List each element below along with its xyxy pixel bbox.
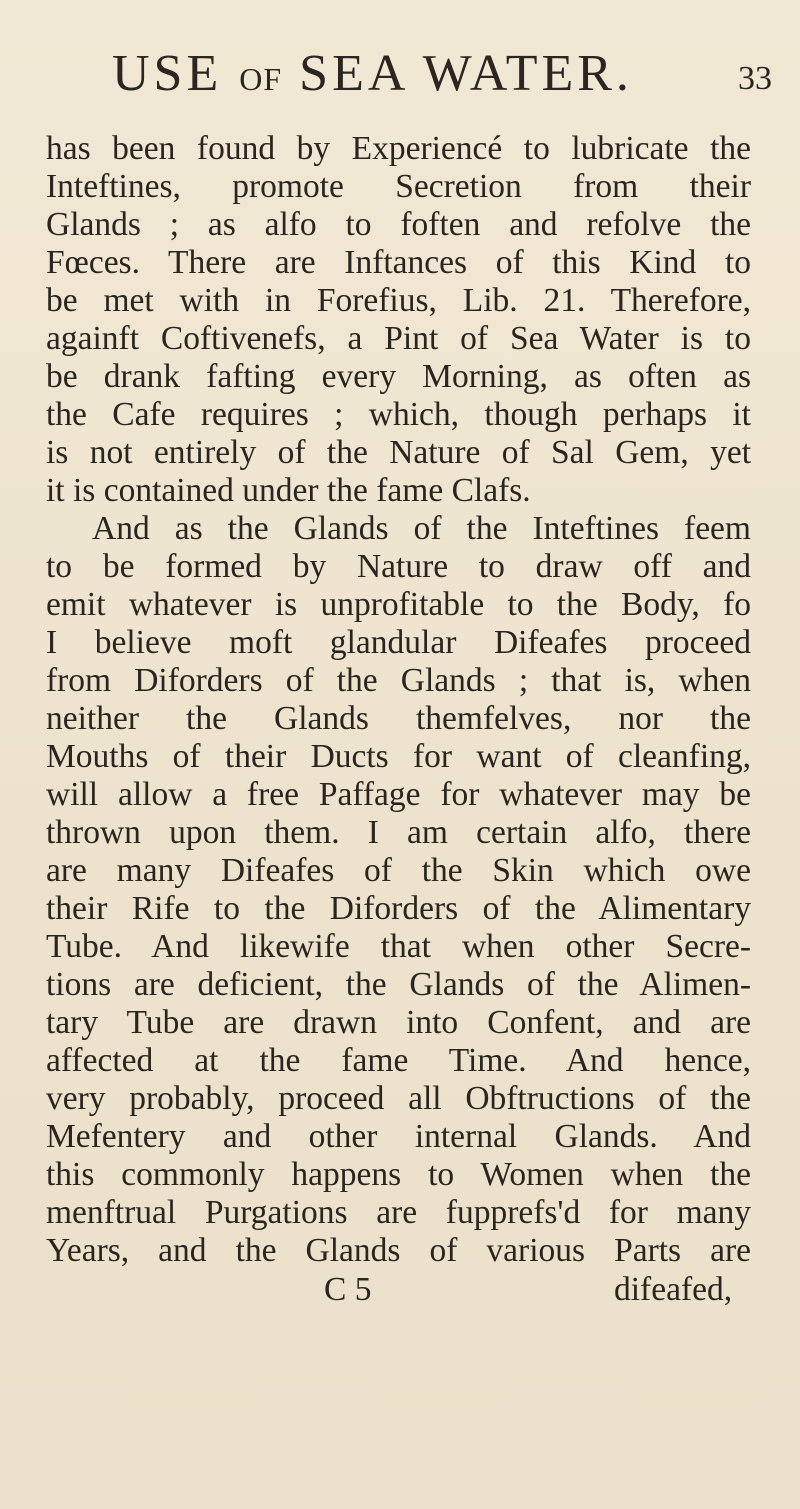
text-line: thrown upon them. I am certain alfo, there <box>46 814 751 851</box>
text-line: tions are deficient, the Glands of the Alimen- <box>46 966 751 1003</box>
text-line: neither the Glands themfelves, nor the <box>46 700 751 737</box>
catchword: difeafed, <box>614 1271 733 1308</box>
text-line: will allow a free Paffage for whatever may be <box>46 776 751 813</box>
text-line: has been found by Experiencé to lubricate the <box>46 130 751 167</box>
text-line: very probably, proceed all Obftructions of the <box>46 1080 751 1117</box>
text-line: be drank fafting every Morning, as often as <box>46 358 751 395</box>
paragraph-end-line: it is contained under the fame Clafs. <box>46 472 531 509</box>
text-line: Inteftines, promote Secretion from their <box>46 168 751 205</box>
text-line: againft Coftivenefs, a Pint of Sea Water is to <box>46 320 751 357</box>
paragraph-start-line: And as the Glands of the Inteftines feem <box>92 510 751 547</box>
text-line: affected at the fame Time. And hence, <box>46 1042 751 1079</box>
running-head <box>112 44 633 103</box>
text-line: be met with in Forefius, Lib. 21. Therefore, <box>46 282 751 319</box>
running-head-small: OF <box>239 61 283 97</box>
running-head-caps: USE <box>112 45 223 102</box>
text-line: are many Difeafes of the Skin which owe <box>46 852 751 889</box>
page-body <box>46 130 751 1310</box>
text-line: Fœces. There are Inftances of this Kind to <box>46 244 751 281</box>
signature-mark: C 5 <box>324 1271 372 1308</box>
text-line: Tube. And likewife that when other Secre- <box>46 928 751 965</box>
text-line: their Rife to the Diforders of the Alimentary <box>46 890 751 927</box>
text-line: the Cafe requires ; which, though perhaps it <box>46 396 751 433</box>
page-header <box>0 44 800 124</box>
text-line: Glands ; as alfo to foften and refolve the <box>46 206 751 243</box>
text-line: from Diforders of the Glands ; that is, when <box>46 662 751 699</box>
text-line: to be formed by Nature to draw off and <box>46 548 751 585</box>
footer-line <box>46 1270 751 1310</box>
text-line: this commonly happens to Women when the <box>46 1156 751 1193</box>
text-line: tary Tube are drawn into Confent, and are <box>46 1004 751 1041</box>
page-number: 33 <box>738 60 772 97</box>
text-line: Mefentery and other internal Glands. And <box>46 1118 751 1155</box>
text-line: is not entirely of the Nature of Sal Gem, yet <box>46 434 751 471</box>
text-line: Years, and the Glands of various Parts are <box>46 1232 751 1269</box>
text-line: menftrual Purgations are fupprefs'd for many <box>46 1194 751 1231</box>
text-line: I believe moft glandular Difeafes proceed <box>46 624 751 661</box>
running-head-rest: SEA WATER. <box>299 45 633 102</box>
text-line: Mouths of their Ducts for want of cleanfing, <box>46 738 751 775</box>
text-line: emit whatever is unprofitable to the Body, fo <box>46 586 751 623</box>
